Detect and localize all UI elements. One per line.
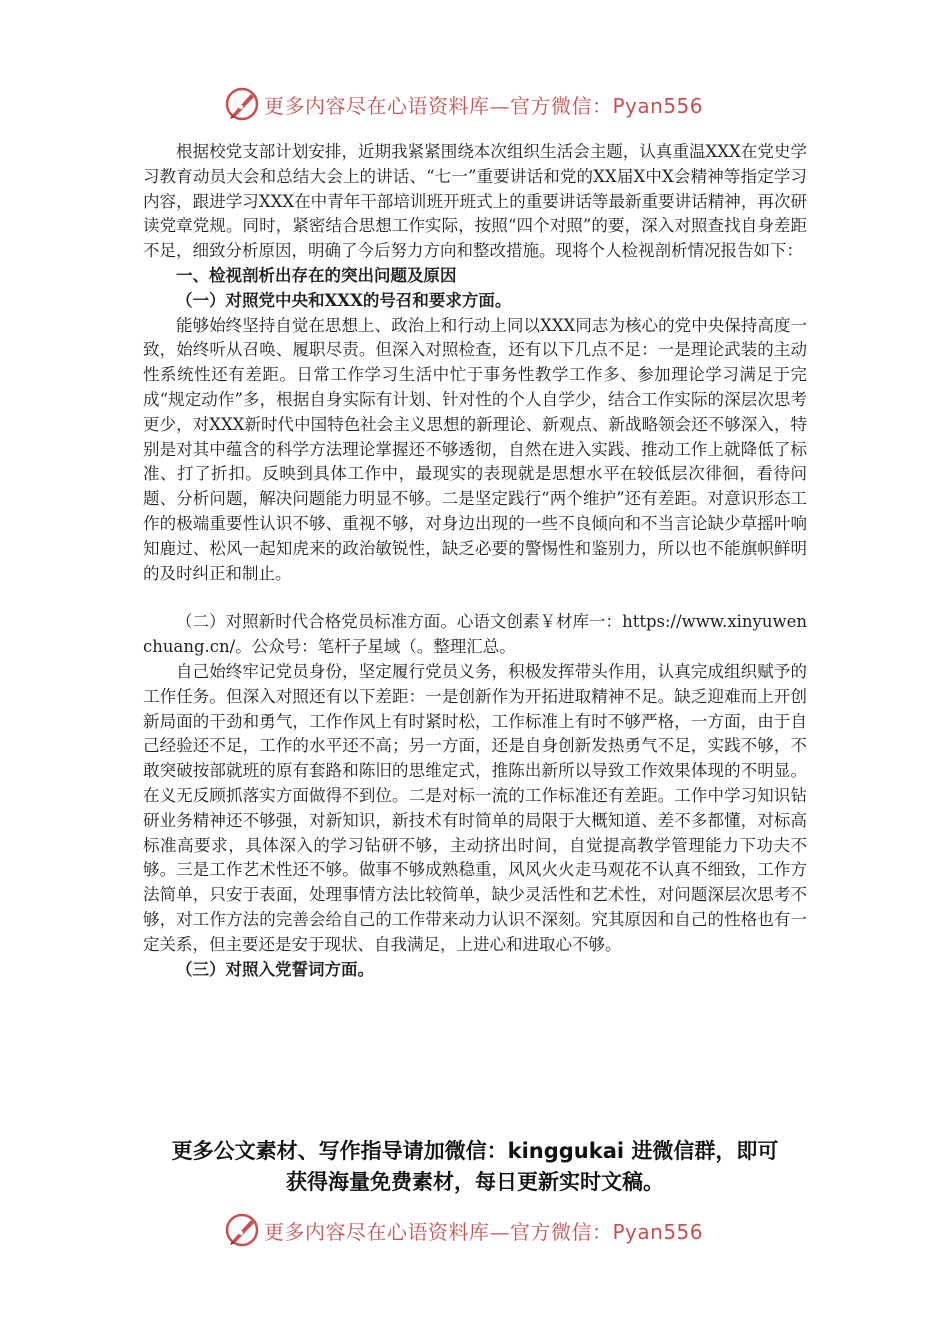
section-2-title: （二）对照新时代合格党员标准方面。心语文创素￥材库一：https://www.xinyuwenchuang.cn/。公众号：笔杆子星域（。整理汇总。 bbox=[143, 612, 807, 657]
wechat-id: Pyan556 bbox=[612, 1220, 704, 1244]
promo-line-1: 更多公文素材、写作指导请加微信：kinggukai 进微信群，即可 bbox=[171, 1139, 779, 1163]
heading-1: 一、检视剖析出存在的突出问题及原因 bbox=[176, 265, 457, 285]
promo-line-2: 获得海量免费素材，每日更新实时文稿。 bbox=[286, 1170, 664, 1194]
section-3-title: （三）对照入党誓词方面。 bbox=[176, 959, 374, 979]
banner-text: 更多内容尽在心语资料库—官方微信：Pyan556 bbox=[264, 94, 704, 118]
promo-text bbox=[100, 1136, 850, 1198]
spacer bbox=[143, 586, 807, 610]
section-1-body: 能够始终坚持自觉在思想上、政治上和行动上同以XXX同志为核心的党中央保持高度一致，始终听从召唤、履职尽责。但深入对照检查，还有以下几点不足：一是理论武装的主动性系统性还有差距。日常工作学习生活中忙于事务性教学工作多、参加理论学习满足于完成“规定动作”多，根据自身实际有计划、针对性的个人自学少，结合工作实际的深层次思考更少，对XXX新时代中国特色社会主义思想的新理论、新观点、新战略领会还不够深入，特别是对其中蕴含的科学方法理论掌握还不够透彻，自然在进入实践、推动工作上就降低了标准、打了折扣。反映到具体工作中，最现实的表现就是思想水平在较低层次徘徊，看待问题、分析问题，解决问题能力明显不够。二是坚定践行“两个维护”还有差距。对意识形态工作的极端重要性认识不够、重视不够，对身边出现的一些不良倾向和不当言论缺少草摇叶响知鹿过、松风一起知虎来的政治敏锐性，缺乏必要的警惕性和鉴别力，所以也不能旗帜鲜明的及时纠正和制止。 bbox=[143, 315, 807, 583]
wechat-id: Pyan556 bbox=[612, 94, 704, 118]
pen-logo-icon bbox=[224, 1212, 260, 1248]
intro-paragraph: 根据校党支部计划安排，近期我紧紧围绕本次组织生活会主题，认真重温XXX在党史学习教育动员大会和总结大会上的讲话、“七一”重要讲话和党的XX届X中X会精神等指定学习内容，跟进学习XXX在中青年干部培训班开班式上的重要讲话等最新重要讲话精神，再次研读党章党规。同时，紧密结合思想工作实际，按照“四个对照”的要，深入对照查找自身差距不足，细致分析原因，明确了今后努力方向和整改措施。现将个人检视剖析情况报告如下： bbox=[143, 142, 807, 261]
section-2-body: 自己始终牢记党员身份，坚定履行党员义务，积极发挥带头作用，认真完成组织赋予的工作任务。但深入对照还有以下差距：一是创新作为开拓进取精神不足。缺乏迎难而上开创新局面的干劲和勇气，工作作风上有时紧时松，工作标准上有时不够严格，一方面，由于自己经验还不足，工作的水平还不高；另一方面，还是自身创新发热勇气不足，实践不够，不敢突破按部就班的原有套路和陈旧的思维定式，推陈出新所以导致工作效果体现的不明显。在义无反顾抓落实方面做得不到位。二是对标一流的工作标准还有差距。工作中学习知识钻研业务精神还不够强，对新知识，新技术有时简单的局限于大概知道、差不多都懂，对标高标准高要求，具体深入的学习钻研不够，主动挤出时间，自觉提高教学管理能力下功夫不够。三是工作艺术性还不够。做事不够成熟稳重，风风火火走马观花不认真不细致，工作方法简单，只安于表面，处理事情方法比较简单，缺少灵活性和艺术性，对问题深层次思考不够，对工作方法的完善会给自己的工作带来动力认识不深刻。究其原因和自己的性格也有一定关系，但主要还是安于现状、自我满足，上进心和进取心不够。 bbox=[143, 661, 807, 954]
document-body bbox=[143, 140, 807, 982]
header-banner bbox=[0, 84, 950, 124]
banner-text: 更多内容尽在心语资料库—官方微信：Pyan556 bbox=[264, 1220, 704, 1244]
pen-logo-icon bbox=[224, 86, 260, 122]
section-1-title: （一）对照党中央和XXX的号召和要求方面。 bbox=[176, 290, 512, 310]
footer-banner bbox=[0, 1210, 950, 1250]
